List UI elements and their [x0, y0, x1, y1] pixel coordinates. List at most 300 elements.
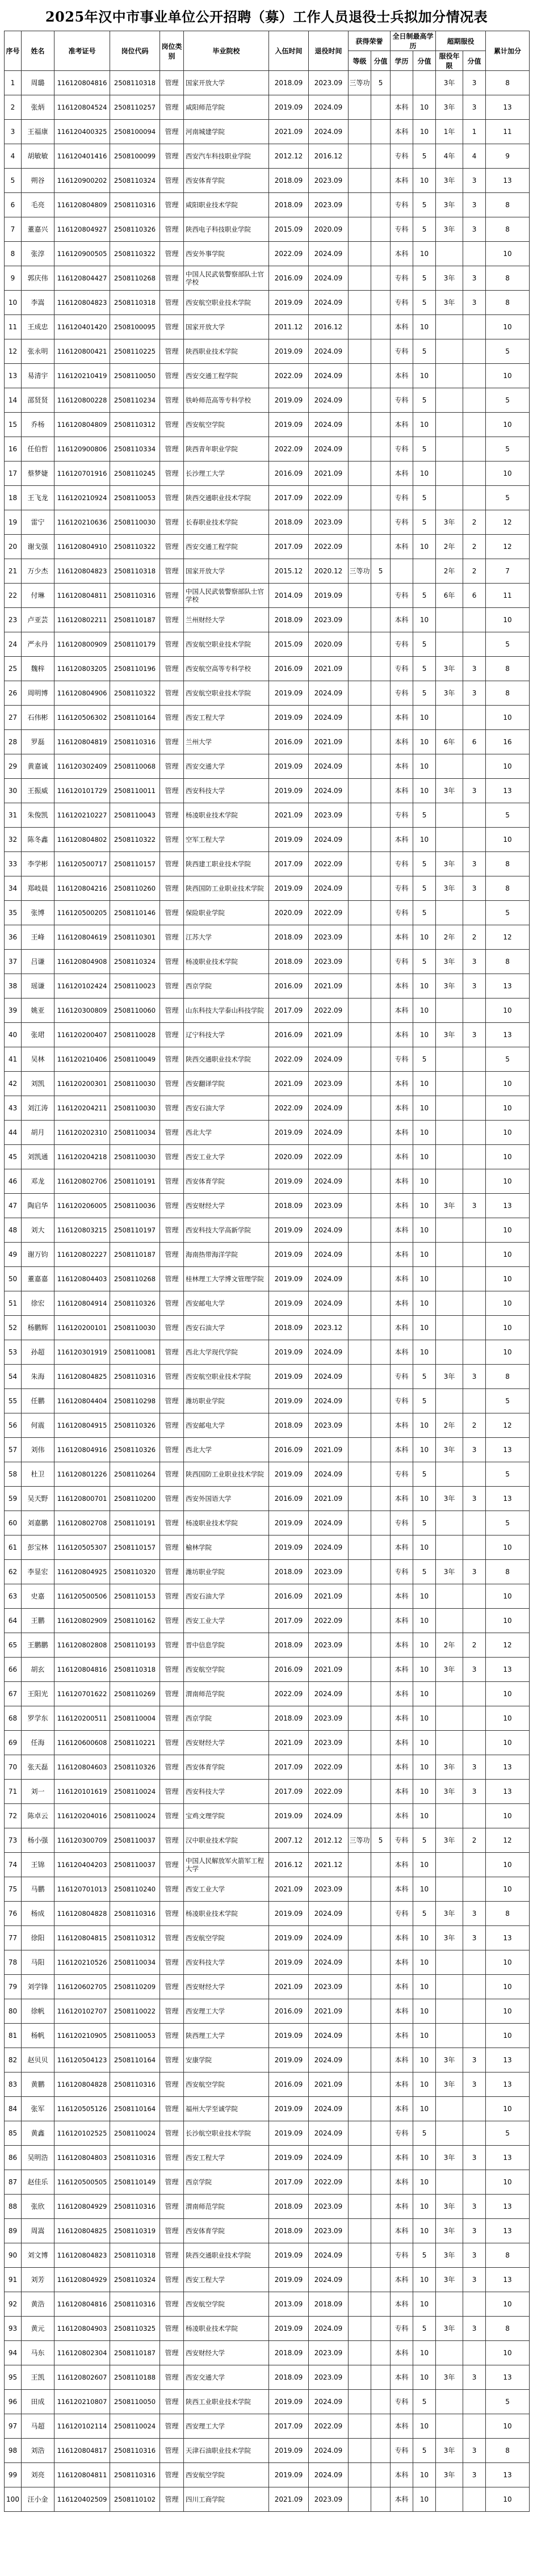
cell-honor-score [371, 1218, 391, 1243]
cell-edu: 本科 [391, 2024, 413, 2048]
cell-edu: 本科 [391, 1194, 413, 1218]
cell-position-type: 管理 [160, 1902, 184, 1926]
cell-honor-score [371, 998, 391, 1023]
cell-service-score [463, 1291, 486, 1316]
cell-honor-level [349, 828, 371, 852]
cell-seq: 17 [5, 462, 22, 486]
cell-discharge: 2016.12 [309, 315, 349, 339]
header-enlist: 入伍时间 [269, 31, 309, 71]
cell-service-years: 3年 [436, 1658, 463, 1682]
cell-edu: 本科 [391, 2195, 413, 2219]
cell-total: 8 [486, 71, 530, 95]
cell-edu-score: 10 [413, 998, 436, 1023]
cell-position-code: 2508110187 [110, 608, 160, 632]
cell-enlist: 2017.09 [269, 2170, 309, 2195]
cell-enlist: 2016.09 [269, 462, 309, 486]
cell-exam-no: 116120804825 [54, 1365, 110, 1389]
cell-edu: 本科 [391, 1658, 413, 1682]
cell-position-type: 管理 [160, 1047, 184, 1072]
cell-seq: 73 [5, 1828, 22, 1853]
cell-position-code: 2508110200 [110, 1487, 160, 1511]
cell-seq: 37 [5, 950, 22, 974]
cell-honor-level [349, 1023, 371, 1047]
cell-edu-score: 10 [413, 706, 436, 730]
table-row [5, 2024, 530, 2048]
cell-seq: 10 [5, 291, 22, 315]
cell-service-score: 3 [463, 876, 486, 901]
cell-total: 10 [486, 1950, 530, 1975]
cell-edu-score: 10 [413, 2219, 436, 2243]
cell-edu: 本科 [391, 730, 413, 754]
cell-service-years [436, 1243, 463, 1267]
cell-service-years: 1年 [436, 120, 463, 144]
table-row [5, 1706, 530, 1731]
cell-honor-score [371, 315, 391, 339]
cell-school: 西安交通大学 [184, 2365, 269, 2390]
cell-service-years: 3年 [436, 1194, 463, 1218]
cell-edu-score: 10 [413, 2414, 436, 2439]
cell-discharge: 2022.09 [309, 2170, 349, 2195]
cell-position-type: 管理 [160, 1389, 184, 1413]
cell-total: 13 [486, 2268, 530, 2292]
cell-enlist: 2017.09 [269, 998, 309, 1023]
cell-edu: 本科 [391, 1633, 413, 1658]
cell-position-code: 2508110157 [110, 1535, 160, 1560]
cell-school: 兰州大学 [184, 730, 269, 754]
cell-honor-score [371, 1902, 391, 1926]
cell-honor-score [371, 1804, 391, 1828]
cell-school: 西安科技大学 [184, 1950, 269, 1975]
cell-service-years [436, 486, 463, 510]
table-row [5, 1682, 530, 1706]
cell-service-score: 2 [463, 535, 486, 559]
cell-enlist: 2015.09 [269, 217, 309, 242]
cell-edu-score: 10 [413, 1633, 436, 1658]
cell-discharge: 2024.09 [309, 2024, 349, 2048]
cell-service-years [436, 1218, 463, 1243]
cell-name: 陈冬鑫 [22, 828, 54, 852]
cell-honor-score [371, 291, 391, 315]
cell-position-code: 2508110164 [110, 706, 160, 730]
cell-service-years [436, 1340, 463, 1365]
cell-seq: 67 [5, 1682, 22, 1706]
cell-edu-score: 5 [413, 217, 436, 242]
cell-total: 5 [486, 1389, 530, 1413]
cell-school: 西安理工大学 [184, 2414, 269, 2439]
cell-exam-no: 116120210924 [54, 486, 110, 510]
cell-service-score: 3 [463, 2072, 486, 2097]
cell-position-code: 2508110318 [110, 71, 160, 95]
cell-exam-no: 116120804927 [54, 217, 110, 242]
cell-position-code: 2508110326 [110, 217, 160, 242]
cell-position-type: 管理 [160, 1999, 184, 2024]
cell-enlist: 2019.09 [269, 1462, 309, 1487]
cell-total: 10 [486, 1682, 530, 1706]
cell-school: 西安体育学院 [184, 2219, 269, 2243]
cell-total: 10 [486, 754, 530, 779]
cell-edu-score: 5 [413, 681, 436, 706]
cell-position-code: 2508110187 [110, 2341, 160, 2365]
cell-total: 10 [486, 1218, 530, 1243]
cell-total: 10 [486, 1291, 530, 1316]
cell-service-years [436, 1535, 463, 1560]
cell-honor-level [349, 706, 371, 730]
cell-edu: 专科 [391, 217, 413, 242]
cell-position-type: 管理 [160, 1413, 184, 1438]
cell-honor-level [349, 2243, 371, 2268]
cell-service-years: 3年 [436, 510, 463, 535]
cell-exam-no: 116120102707 [54, 1999, 110, 2024]
cell-seq: 28 [5, 730, 22, 754]
cell-honor-score [371, 779, 391, 803]
cell-school: 保险职业学院 [184, 901, 269, 925]
cell-school: 陕西交通职业技术学院 [184, 486, 269, 510]
cell-edu: 本科 [391, 1877, 413, 1902]
table-row [5, 730, 530, 754]
cell-enlist: 2019.09 [269, 779, 309, 803]
cell-exam-no: 116120900505 [54, 242, 110, 266]
cell-enlist: 2016.09 [269, 1023, 309, 1047]
cell-service-years: 3年 [436, 2195, 463, 2219]
cell-honor-score [371, 1194, 391, 1218]
cell-total: 10 [486, 413, 530, 437]
cell-honor-score [371, 950, 391, 974]
cell-name: 刘浩 [22, 2439, 54, 2463]
cell-total: 10 [486, 2097, 530, 2121]
cell-discharge: 2024.09 [309, 2243, 349, 2268]
cell-total: 10 [486, 1975, 530, 1999]
cell-total: 10 [486, 2487, 530, 2512]
table-row [5, 1413, 530, 1438]
cell-discharge: 2024.09 [309, 1047, 349, 1072]
cell-enlist: 2019.09 [269, 1267, 309, 1291]
cell-edu-score: 10 [413, 730, 436, 754]
table-row [5, 1926, 530, 1950]
cell-enlist: 2018.09 [269, 510, 309, 535]
cell-enlist: 2019.09 [269, 1926, 309, 1950]
cell-position-code: 2508110322 [110, 681, 160, 706]
cell-seq: 54 [5, 1365, 22, 1389]
cell-position-type: 管理 [160, 1755, 184, 1780]
cell-exam-no: 116120804809 [54, 193, 110, 217]
cell-service-score [463, 1389, 486, 1413]
cell-total: 13 [486, 2365, 530, 2390]
cell-seq: 65 [5, 1633, 22, 1658]
cell-discharge: 2024.09 [309, 266, 349, 291]
cell-honor-score [371, 1023, 391, 1047]
cell-service-score: 3 [463, 657, 486, 681]
cell-total: 16 [486, 730, 530, 754]
cell-service-years [436, 2170, 463, 2195]
cell-honor-level [349, 1316, 371, 1340]
cell-service-score [463, 1047, 486, 1072]
cell-school: 铁岭师范高等专科学校 [184, 388, 269, 413]
cell-enlist: 2021.09 [269, 1731, 309, 1755]
cell-name: 张军 [22, 2097, 54, 2121]
cell-edu-score: 10 [413, 2097, 436, 2121]
cell-honor-score [371, 1584, 391, 1609]
cell-position-type: 管理 [160, 1072, 184, 1096]
cell-service-years: 3年 [436, 2243, 463, 2268]
cell-service-years: 3年 [436, 1828, 463, 1853]
table-row [5, 2219, 530, 2243]
cell-honor-level [349, 950, 371, 974]
cell-school: 海南热带海洋学院 [184, 1243, 269, 1267]
cell-position-type: 管理 [160, 1950, 184, 1975]
cell-enlist: 2021.09 [269, 1975, 309, 1999]
cell-position-code: 2508110318 [110, 291, 160, 315]
cell-position-code: 2508110318 [110, 1658, 160, 1682]
table-row [5, 1633, 530, 1658]
cell-discharge: 2020.12 [309, 559, 349, 584]
cell-total: 8 [486, 1902, 530, 1926]
cell-discharge: 2024.09 [309, 2439, 349, 2463]
cell-school: 西安航空职业技术学院 [184, 291, 269, 315]
table-row [5, 339, 530, 364]
cell-name: 蔡梦婕 [22, 462, 54, 486]
cell-school: 潍坊职业学院 [184, 1560, 269, 1584]
table-row [5, 1316, 530, 1340]
cell-discharge: 2024.09 [309, 242, 349, 266]
cell-honor-score [371, 657, 391, 681]
cell-edu-score: 10 [413, 1169, 436, 1194]
cell-exam-no: 116120210419 [54, 364, 110, 388]
cell-seq: 18 [5, 486, 22, 510]
cell-honor-score [371, 364, 391, 388]
cell-service-years [436, 1682, 463, 1706]
cell-honor-score [371, 1413, 391, 1438]
cell-honor-level [349, 2463, 371, 2487]
cell-discharge: 2024.09 [309, 828, 349, 852]
cell-discharge: 2023.09 [309, 2487, 349, 2512]
cell-exam-no: 116120210406 [54, 1047, 110, 1072]
cell-school: 中国人民解放军火箭军工程大学 [184, 1853, 269, 1877]
cell-enlist: 2019.09 [269, 1169, 309, 1194]
cell-position-code: 2508110037 [110, 1828, 160, 1853]
cell-position-type: 管理 [160, 193, 184, 217]
cell-edu: 专科 [391, 1511, 413, 1535]
cell-honor-level [349, 2487, 371, 2512]
cell-exam-no: 116120804823 [54, 291, 110, 315]
cell-service-years: 3年 [436, 2268, 463, 2292]
cell-edu-score: 10 [413, 2048, 436, 2072]
cell-service-score [463, 2121, 486, 2146]
cell-service-years: 3年 [436, 2317, 463, 2341]
cell-edu: 专科 [391, 803, 413, 828]
cell-enlist: 2018.09 [269, 1706, 309, 1731]
cell-service-years [436, 339, 463, 364]
cell-discharge: 2023.09 [309, 1877, 349, 1902]
cell-service-score [463, 1243, 486, 1267]
cell-total: 8 [486, 852, 530, 876]
cell-service-score: 3 [463, 71, 486, 95]
cell-seq: 57 [5, 1438, 22, 1462]
cell-edu: 本科 [391, 413, 413, 437]
cell-school: 杨凌职业技术学院 [184, 950, 269, 974]
cell-position-type: 管理 [160, 1804, 184, 1828]
cell-total: 5 [486, 632, 530, 657]
table-row [5, 1462, 530, 1487]
cell-edu-score: 5 [413, 1047, 436, 1072]
cell-name: 谢万钧 [22, 1243, 54, 1267]
header-edu-group: 全日制最高学历 [391, 31, 436, 51]
cell-name: 吴天野 [22, 1487, 54, 1511]
cell-exam-no: 116120804828 [54, 1902, 110, 1926]
cell-edu: 本科 [391, 2414, 413, 2439]
cell-enlist: 2018.09 [269, 2365, 309, 2390]
cell-total: 8 [486, 217, 530, 242]
cell-honor-level [349, 1072, 371, 1096]
table-row [5, 2414, 530, 2439]
cell-honor-score [371, 974, 391, 998]
cell-seq: 72 [5, 1804, 22, 1828]
cell-school: 国家开放大学 [184, 71, 269, 95]
cell-honor-score [371, 2463, 391, 2487]
header-honor-score: 分值 [371, 51, 391, 71]
cell-exam-no: 116120804815 [54, 1926, 110, 1950]
cell-name: 胡敏敏 [22, 144, 54, 169]
cell-total: 13 [486, 1658, 530, 1682]
cell-seq: 34 [5, 876, 22, 901]
cell-position-type: 管理 [160, 1780, 184, 1804]
cell-edu: 本科 [391, 1706, 413, 1731]
cell-seq: 12 [5, 339, 22, 364]
cell-edu: 本科 [391, 1755, 413, 1780]
cell-edu-score: 10 [413, 1658, 436, 1682]
cell-position-type: 管理 [160, 1487, 184, 1511]
cell-seq: 42 [5, 1072, 22, 1096]
cell-enlist: 2015.09 [269, 632, 309, 657]
cell-position-type: 管理 [160, 1633, 184, 1658]
cell-exam-no: 116120404203 [54, 1853, 110, 1877]
cell-school: 西安科技大学高新学院 [184, 1218, 269, 1243]
cell-position-type: 管理 [160, 2170, 184, 2195]
cell-seq: 58 [5, 1462, 22, 1487]
table-row [5, 1511, 530, 1535]
cell-name: 谢戈强 [22, 535, 54, 559]
cell-exam-no: 116120506302 [54, 706, 110, 730]
cell-name: 邓龙 [22, 1169, 54, 1194]
cell-enlist: 2018.09 [269, 1194, 309, 1218]
cell-honor-level [349, 315, 371, 339]
cell-discharge: 2024.09 [309, 291, 349, 315]
cell-service-years: 3年 [436, 950, 463, 974]
cell-seq: 68 [5, 1706, 22, 1731]
cell-seq: 88 [5, 2195, 22, 2219]
document-title: 2025年汉中市事业单位公开招聘（募）工作人员退役士兵拟加分情况表 [45, 9, 488, 25]
cell-seq: 70 [5, 1755, 22, 1780]
cell-seq: 29 [5, 754, 22, 779]
cell-school: 国家开放大学 [184, 315, 269, 339]
table-row [5, 2463, 530, 2487]
cell-exam-no: 116120804823 [54, 559, 110, 584]
cell-edu: 专科 [391, 2317, 413, 2341]
cell-edu-score: 10 [413, 242, 436, 266]
cell-total: 5 [486, 1511, 530, 1535]
cell-exam-no: 116120804823 [54, 2243, 110, 2268]
cell-edu-score: 5 [413, 1828, 436, 1853]
cell-position-type: 管理 [160, 437, 184, 462]
cell-exam-no: 116120804816 [54, 2292, 110, 2317]
table-row [5, 2121, 530, 2146]
cell-discharge: 2024.09 [309, 706, 349, 730]
cell-edu-score: 10 [413, 1731, 436, 1755]
cell-edu: 本科 [391, 2146, 413, 2170]
cell-seq: 30 [5, 779, 22, 803]
cell-service-score [463, 1706, 486, 1731]
cell-school: 西安体育学院 [184, 1755, 269, 1780]
cell-service-years [436, 1950, 463, 1975]
cell-edu: 专科 [391, 266, 413, 291]
cell-enlist: 2019.09 [269, 754, 309, 779]
cell-seq: 81 [5, 2024, 22, 2048]
cell-discharge: 2024.09 [309, 388, 349, 413]
cell-enlist: 2022.09 [269, 1047, 309, 1072]
cell-edu: 专科 [391, 486, 413, 510]
cell-school: 西安邮电大学 [184, 1291, 269, 1316]
cell-edu-score: 10 [413, 2341, 436, 2365]
cell-discharge: 2023.09 [309, 1975, 349, 1999]
cell-service-score [463, 1535, 486, 1560]
cell-seq: 46 [5, 1169, 22, 1194]
table-row [5, 1609, 530, 1633]
cell-service-score: 3 [463, 2146, 486, 2170]
cell-position-code: 2508110164 [110, 2048, 160, 2072]
cell-edu-score: 5 [413, 193, 436, 217]
cell-position-code: 2508110049 [110, 1047, 160, 1072]
cell-service-years [436, 1047, 463, 1072]
cell-discharge: 2021.09 [309, 730, 349, 754]
table-row [5, 2390, 530, 2414]
cell-school: 西安工业大学 [184, 1145, 269, 1169]
cell-edu: 专科 [391, 388, 413, 413]
cell-name: 周璐 [22, 71, 54, 95]
cell-service-years [436, 1609, 463, 1633]
cell-seq: 44 [5, 1121, 22, 1145]
table-row [5, 950, 530, 974]
cell-edu-score: 5 [413, 950, 436, 974]
cell-exam-no: 116120804811 [54, 2463, 110, 2487]
cell-exam-no: 116120804524 [54, 95, 110, 120]
cell-school: 西安航空学院 [184, 2072, 269, 2097]
cell-edu-score: 10 [413, 754, 436, 779]
cell-service-score: 4 [463, 144, 486, 169]
cell-edu-score: 10 [413, 364, 436, 388]
cell-honor-level [349, 2170, 371, 2195]
cell-honor-score [371, 2487, 391, 2512]
cell-exam-no: 116120102525 [54, 2121, 110, 2146]
cell-total: 10 [486, 1316, 530, 1340]
cell-honor-level [349, 1926, 371, 1950]
cell-service-years: 3年 [436, 2439, 463, 2463]
cell-honor-level [349, 2439, 371, 2463]
cell-honor-score [371, 462, 391, 486]
cell-enlist: 2016.12 [269, 1853, 309, 1877]
cell-school: 西安航空职业技术学院 [184, 1365, 269, 1389]
cell-school: 西安财经大学 [184, 1975, 269, 1999]
cell-service-years: 3年 [436, 1755, 463, 1780]
cell-name: 陶启华 [22, 1194, 54, 1218]
cell-seq: 100 [5, 2487, 22, 2512]
cell-enlist: 2019.09 [269, 2390, 309, 2414]
cell-service-years [436, 1096, 463, 1121]
cell-honor-level [349, 413, 371, 437]
cell-edu: 本科 [391, 1243, 413, 1267]
cell-position-type: 管理 [160, 1169, 184, 1194]
cell-name: 何震 [22, 1413, 54, 1438]
cell-exam-no: 116120804916 [54, 1438, 110, 1462]
cell-total: 10 [486, 462, 530, 486]
